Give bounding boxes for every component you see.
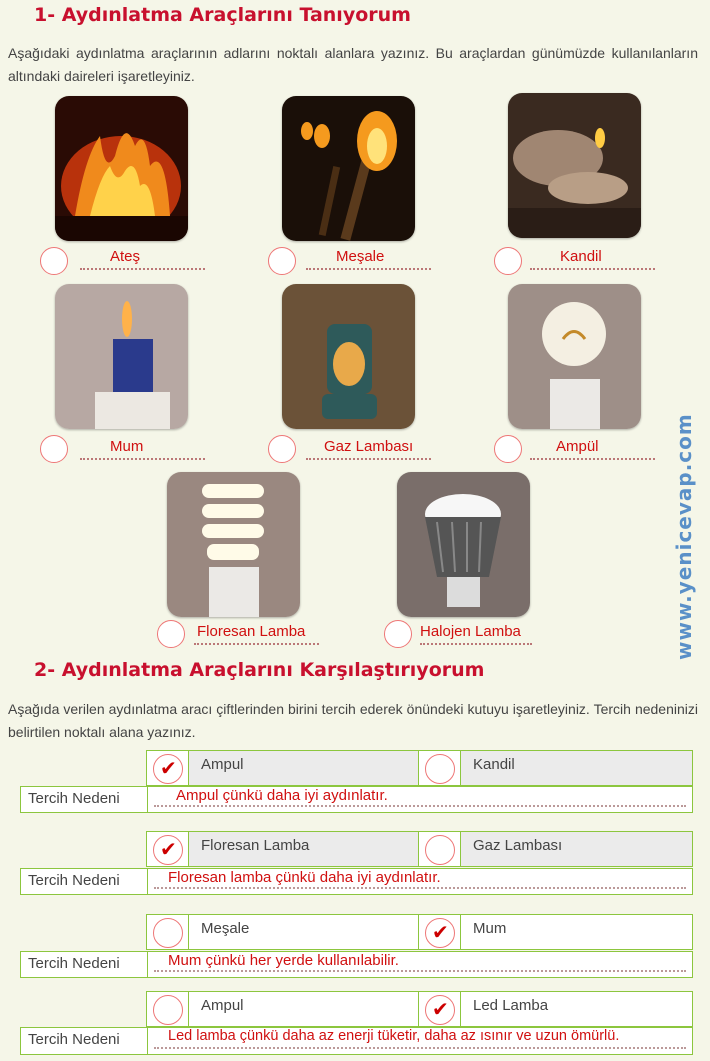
halogen-lamp-photo — [397, 472, 530, 617]
fluorescent-lamp-photo — [167, 472, 300, 617]
pair4-reason-label: Tercih Nedeni — [20, 1027, 148, 1055]
answer-1: Ateş — [110, 248, 141, 265]
pair3-right-option: Mum — [460, 914, 693, 950]
pair2-left-checkbox[interactable] — [146, 831, 189, 867]
check-mark-icon: ✔ — [160, 837, 177, 861]
check-mark-icon: ✔ — [432, 920, 449, 944]
watermark: www.yenicevap.com — [672, 413, 696, 660]
pair1-left-checkbox[interactable] — [146, 750, 189, 786]
check-circle-8[interactable] — [384, 620, 412, 648]
light-bulb-photo — [508, 284, 641, 429]
check-mark-icon: ✔ — [160, 756, 177, 780]
check-circle-1[interactable] — [40, 247, 68, 275]
pair2-right-checkbox[interactable] — [418, 831, 461, 867]
pair2-reason-label: Tercih Nedeni — [20, 868, 148, 895]
pair3-right-checkbox[interactable] — [418, 914, 461, 950]
pair3-left-option: Meşale — [188, 914, 419, 950]
section2-title: 2- Aydınlatma Araçlarını Karşılaştırıyorum — [34, 659, 485, 681]
torch-photo — [282, 96, 415, 241]
pair2-left-option: Floresan Lamba — [188, 831, 419, 867]
candle-photo — [55, 284, 188, 429]
pair4-right-option: Led Lamba — [460, 991, 693, 1027]
check-circle-6[interactable] — [494, 435, 522, 463]
answer-7: Floresan Lamba — [197, 623, 306, 640]
pair2-reason-field[interactable] — [147, 868, 693, 895]
pair1-reason-field[interactable] — [147, 786, 693, 813]
answer-3: Kandil — [560, 248, 602, 265]
check-circle-3[interactable] — [494, 247, 522, 275]
answer-4: Mum — [110, 438, 144, 455]
kerosene-lamp-photo — [282, 284, 415, 429]
section2-instructions: Aşağıda verilen aydınlatma aracı çiftlerinden birini tercih ederek önündeki kutuyu işaretleyiniz. Tercih nedeninizi belirtilen noktalı alana yazınız. — [8, 701, 698, 740]
pair3-left-checkbox[interactable] — [146, 914, 189, 950]
fire-photo — [55, 96, 188, 241]
answer-8: Halojen Lamba — [420, 623, 521, 640]
check-circle-5[interactable] — [268, 435, 296, 463]
section1-instructions: Aşağıdaki aydınlatma araçlarının adlarını noktalı alanlara yazınız. Bu araçlardan günümüzde kullanılanların altındaki daireleri işaretleyiniz. — [8, 45, 698, 84]
pair3-reason-field[interactable] — [147, 951, 693, 978]
check-mark-icon: ✔ — [432, 997, 449, 1021]
answer-line-1 — [80, 250, 205, 270]
pair3-reason-text: Mum çünkü her yerde kullanılabilir. — [168, 952, 399, 969]
answer-6: Ampül — [556, 438, 599, 455]
check-circle-7[interactable] — [157, 620, 185, 648]
pair3-reason-label: Tercih Nedeni — [20, 951, 148, 978]
pair4-reason-text: Led lamba çünkü daha az enerji tüketir, daha az ısınır ve uzun ömürlü. — [168, 1028, 620, 1044]
pair4-left-option: Ampul — [188, 991, 419, 1027]
check-circle-4[interactable] — [40, 435, 68, 463]
oil-lamp-photo — [508, 93, 641, 238]
check-circle-2[interactable] — [268, 247, 296, 275]
pair1-left-option: Ampul — [188, 750, 419, 786]
pair1-reason-text: Ampul çünkü daha iyi aydınlatır. — [176, 787, 388, 804]
pair1-reason-label: Tercih Nedeni — [20, 786, 148, 813]
pair4-right-checkbox[interactable] — [418, 991, 461, 1027]
pair1-right-option: Kandil — [460, 750, 693, 786]
section1-title: 1- Aydınlatma Araçlarını Tanıyorum — [34, 4, 411, 26]
pair2-right-option: Gaz Lambası — [460, 831, 693, 867]
pair4-left-checkbox[interactable] — [146, 991, 189, 1027]
pair2-reason-text: Floresan lamba çünkü daha iyi aydınlatır. — [168, 869, 441, 886]
answer-2: Meşale — [336, 248, 385, 265]
pair4-reason-field[interactable] — [147, 1027, 693, 1055]
pair1-right-checkbox[interactable] — [418, 750, 461, 786]
answer-5: Gaz Lambası — [324, 438, 414, 455]
